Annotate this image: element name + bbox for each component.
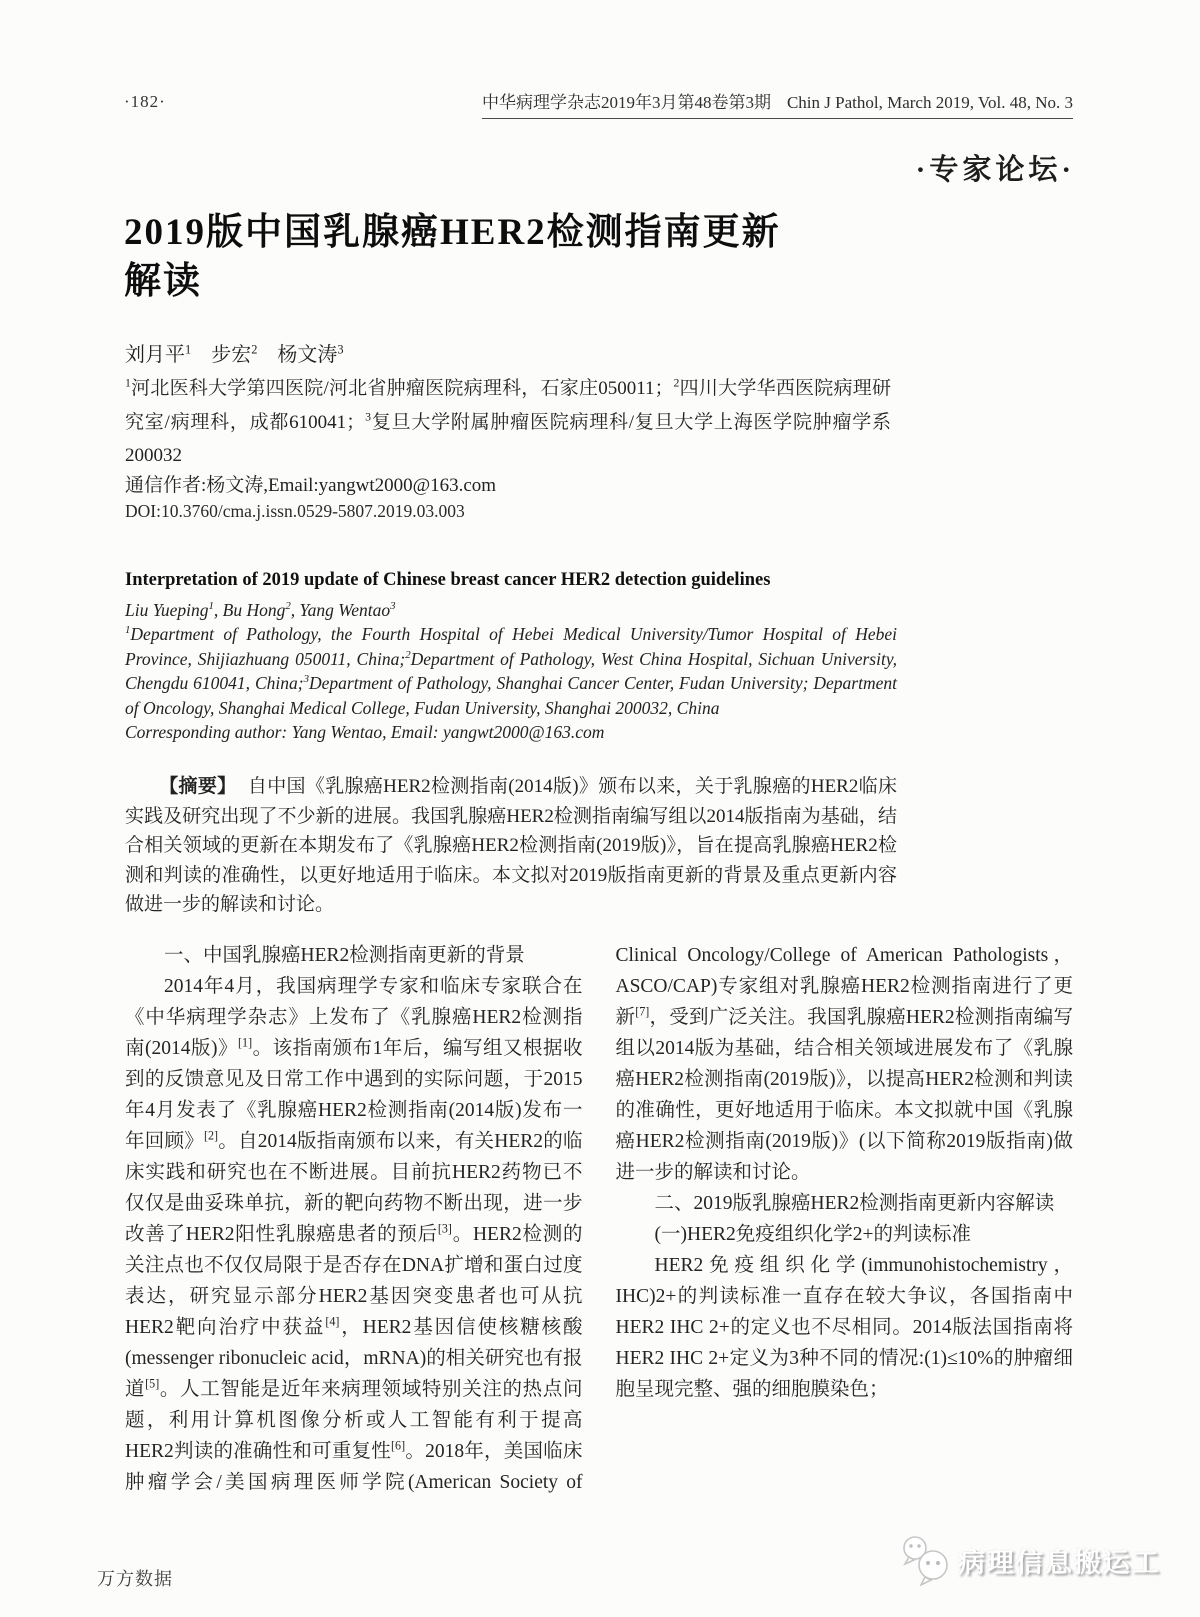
corresponding-author-en: Corresponding author: Yang Wentao, Email: yangwt2000@163.com — [125, 722, 605, 742]
page-number: ·182· — [124, 92, 166, 111]
authors-en: Liu Yueping$^1$, Bu Hong$^2$, Yang Wentao$^3$ — [125, 599, 396, 620]
doi-line: DOI:10.3760/cma.j.issn.0529-5807.2019.03.003 — [125, 501, 465, 521]
abstract-text: 自中国《乳腺癌HER2检测指南(2014版)》颁布以来，关于乳腺癌的HER2临床实践及研究出现了不少新的进展。我国乳腺癌HER2检测指南编写组以2014版指南为基础，结合相关领域的更新在本期发布了《乳腺癌HER2检测指南(2019版)》，旨在提高乳腺癌HER2检测和判读的准确性，以更好地适用于临床。本文拟对2019版指南更新的背景及重点更新内容做进一步的解读和讨论。 — [125, 776, 897, 915]
column-section-label: ·专家论坛· — [915, 154, 1075, 186]
body-columns — [125, 940, 1073, 1506]
authors-cn: 刘月平$^1$ 步宏$^2$ 杨文涛$^3$ — [125, 342, 344, 366]
affiliations-en: $^1$Department of Pathology, the Fourth Hospital of Hebei Medical University/Tumor Hospital of Hebei Province, Shijiazhuang 050011, China;$^2$Department of Pathology, West China Hospital, Sichuan University, Chengdu 610041, China;$^3$Department of Pathology, Shanghai Cancer Center, Fudan University; Department of Oncology, Shanghai Medical College, Fudan University, Shanghai 200032, China — [125, 624, 897, 718]
corresponding-author-cn: 通信作者:杨文涛,Email:yangwt2000@163.com — [125, 475, 497, 496]
article-title-en: Interpretation of 2019 update of Chinese breast cancer HER2 detection guidelines — [125, 570, 771, 590]
section-heading: 二、2019版乳腺癌HER2检测指南更新内容解读 — [654, 1193, 1055, 1214]
section-heading: (一)HER2免疫组织化学2+的判读标准 — [654, 1224, 971, 1245]
watermark — [898, 1534, 1161, 1586]
wanfang-data-stamp: 万方数据 — [97, 1569, 173, 1589]
abstract — [125, 772, 897, 920]
affiliations-cn: $^1$河北医科大学第四医院/河北省肿瘤医院病理科，石家庄050011；$^2$四川大学华西医院病理研究室/病理科，成都610041；$^3$复旦大学附属肿瘤医院病理科/复旦大学上海医学院肿瘤学系200032 — [125, 376, 892, 466]
watermark-text: 病理信息搬运工 — [958, 1547, 1161, 1578]
section-heading: 一、中国乳腺癌HER2检测指南更新的背景 — [164, 945, 525, 966]
chat-bubbles-icon — [898, 1534, 952, 1586]
english-front-matter — [125, 568, 897, 745]
body-paragraph: 2014年4月，我国病理学专家和临床专家联合在《中华病理学杂志》上发布了《乳腺癌HER2检测指南(2014版)》[1]。该指南颁布1年后，编写组又根据收到的反馈意见及日常工作中遇到的实际问题，于2015年4月发表了《乳腺癌HER2检测指南(2014版)发布一年回顾》[2]。自2014版指南颁布以来，有关HER2的临床实践和研究也在不断进展。目前抗HER2药物已不仅仅是曲妥珠单抗，新的靶向药物不断出现，进一步改善了HER2阳性乳腺癌患者的预后[3]。HER2检测的关注点也不仅仅局限于是否存在DNA扩增和蛋白过度表达，研究显示部分HER2基因突变患者也可从抗HER2靶向治疗中获益[4]，HER2基因信使核糖核酸(messenger ribonucleic acid，mRNA)的相关研究也有报道[5]。人工智能是近年来病理领域特别关注的热点问题，利用计算机图像分析或人工智能有利于提高HER2判读的准确性和可重复性[6]。2018年，美国临床肿瘤学会/美国病理医师学院(American Society of Clinical Oncology/College of American Pathologists，ASCO/CAP)专家组对乳腺癌HER2检测指南进行了更新[7]，受到广泛关注。我国乳腺癌HER2检测指南编写组以2014版为基础，结合相关领域进展发布了《乳腺癌HER2检测指南(2019版)》，以提高HER2检测和判读的准确性，更好地适用于临床。本文拟就中国《乳腺癌HER2检测指南(2019版)》(以下简称2019版指南)做进一步的解读和讨论。 — [125, 945, 1073, 1493]
article-title — [124, 208, 781, 306]
journal-title-cn: 中华病理学杂志2019年3月第48卷第3期 — [481, 93, 771, 112]
body-paragraph: HER2免疫组织化学(immunohistochemistry，IHC)2+的判读标准一直存在较大争议，各国指南中HER2 IHC 2+的定义也不尽相同。2014版法国指南将HER2 IHC 2+定义为3种不同的情况:(1)≤10%的肿瘤细胞呈现完整、强的细胞膜染色； — [615, 1255, 1073, 1400]
journal-title-en: Chin J Pathol, March 2019, Vol. 48, No. 3 — [786, 93, 1073, 112]
abstract-label: 【摘要】 — [159, 776, 237, 797]
article-title-line1: 2019版中国乳腺癌HER2检测指南更新 — [124, 212, 781, 253]
article-title-line2: 解读 — [124, 261, 202, 302]
journal-header-line — [482, 88, 1073, 119]
